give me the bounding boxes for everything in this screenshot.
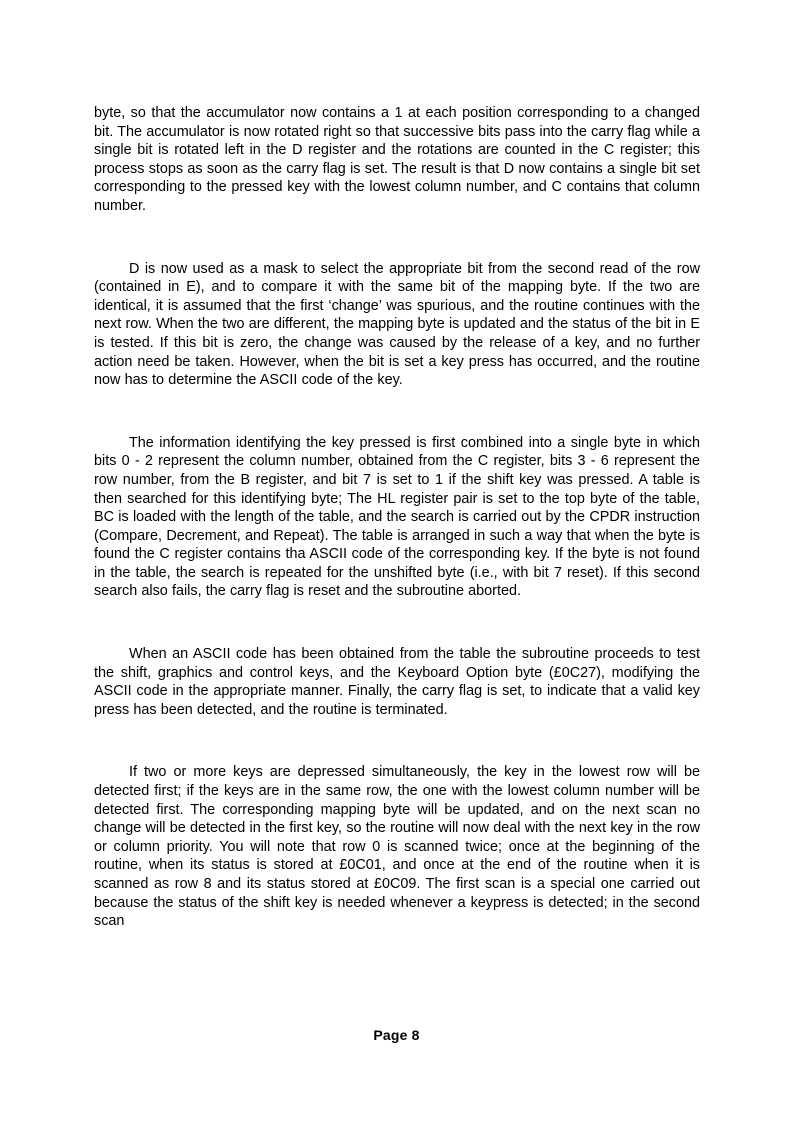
page-body-text [94, 104, 700, 931]
body-paragraph-multiple-keys-priority: If two or more keys are depressed simultaneously, the key in the lowest row will be detected first; if the keys are in the same row, the one with the lowest column number will be detected first. The corresponding mapping byte will be updated, and on the next scan no change will be detected in the first key, so the routine will now deal with the next key in the row or column priority. You will note that row 0 is scanned twice; once at the beginning of the routine, when its status is stored at £0C01, and once at the end of the routine when it is scanned as row 8 and its status stored at £0C09. The first scan is a special one carried out because the status of the shift key is needed whenever a keypress is detected; in the second scan [94, 764, 700, 930]
body-paragraph-mask-compare: D is now used as a mask to select the appropriate bit from the second read of the row (contained in E), and to compare it with the same bit of the mapping byte. If the two are identical, it is assumed that the first ‘change’ was spurious, and the routine continues with the next row. When the two are different, the mapping byte is updated and the status of the bit in E is tested. If this bit is zero, the change was caused by the release of a key, and no further action need be taken. However, when the bit is set a key press has occurred, and the routine now has to determine the ASCII code of the key. [94, 260, 700, 389]
page-number-footer: Page 8 [373, 1027, 420, 1043]
body-paragraph-ascii-obtained-modifiers: When an ASCII code has been obtained from the table the subroutine proceeds to test the shift, graphics and control keys, and the Keyboard Option byte (£0C27), modifying the ASCII code in the appropriate manner. Finally, the carry flag is set, to indicate that a valid key press has been detected, and the routine is terminated. [94, 646, 700, 718]
body-paragraph-accumulator-rotation: byte, so that the accumulator now contains a 1 at each position corresponding to a changed bit. The accumulator is now rotated right so that successive bits pass into the carry flag while a single bit is rotated left in the D register and the rotations are counted in the C register; this process stops as soon as the carry flag is set. The result is that D now contains a single bit set corresponding to the pressed key with the lowest column number, and C contains that column number. [94, 105, 700, 214]
body-paragraph-identifying-byte-table-search: The information identifying the key pressed is first combined into a single byte in which bits 0 - 2 represent the column number, obtained from the C register, bits 3 - 6 represent the row number, from the B register, and bit 7 is set to 1 if the shift key was pressed. A table is then searched for this identifying byte; The HL register pair is set to the top byte of the table, BC is loaded with the length of the table, and the search is carried out by the CPDR instruction (Compare, Decrement, and Repeat). The table is arranged in such a way that when the byte is found the C register contains tha ASCII code of the corresponding key. If the byte is not found in the table, the search is repeated for the unshifted byte (i.e., with bit 7 reset). If this second search also fails, the carry flag is reset and the subroutine aborted. [94, 434, 700, 600]
